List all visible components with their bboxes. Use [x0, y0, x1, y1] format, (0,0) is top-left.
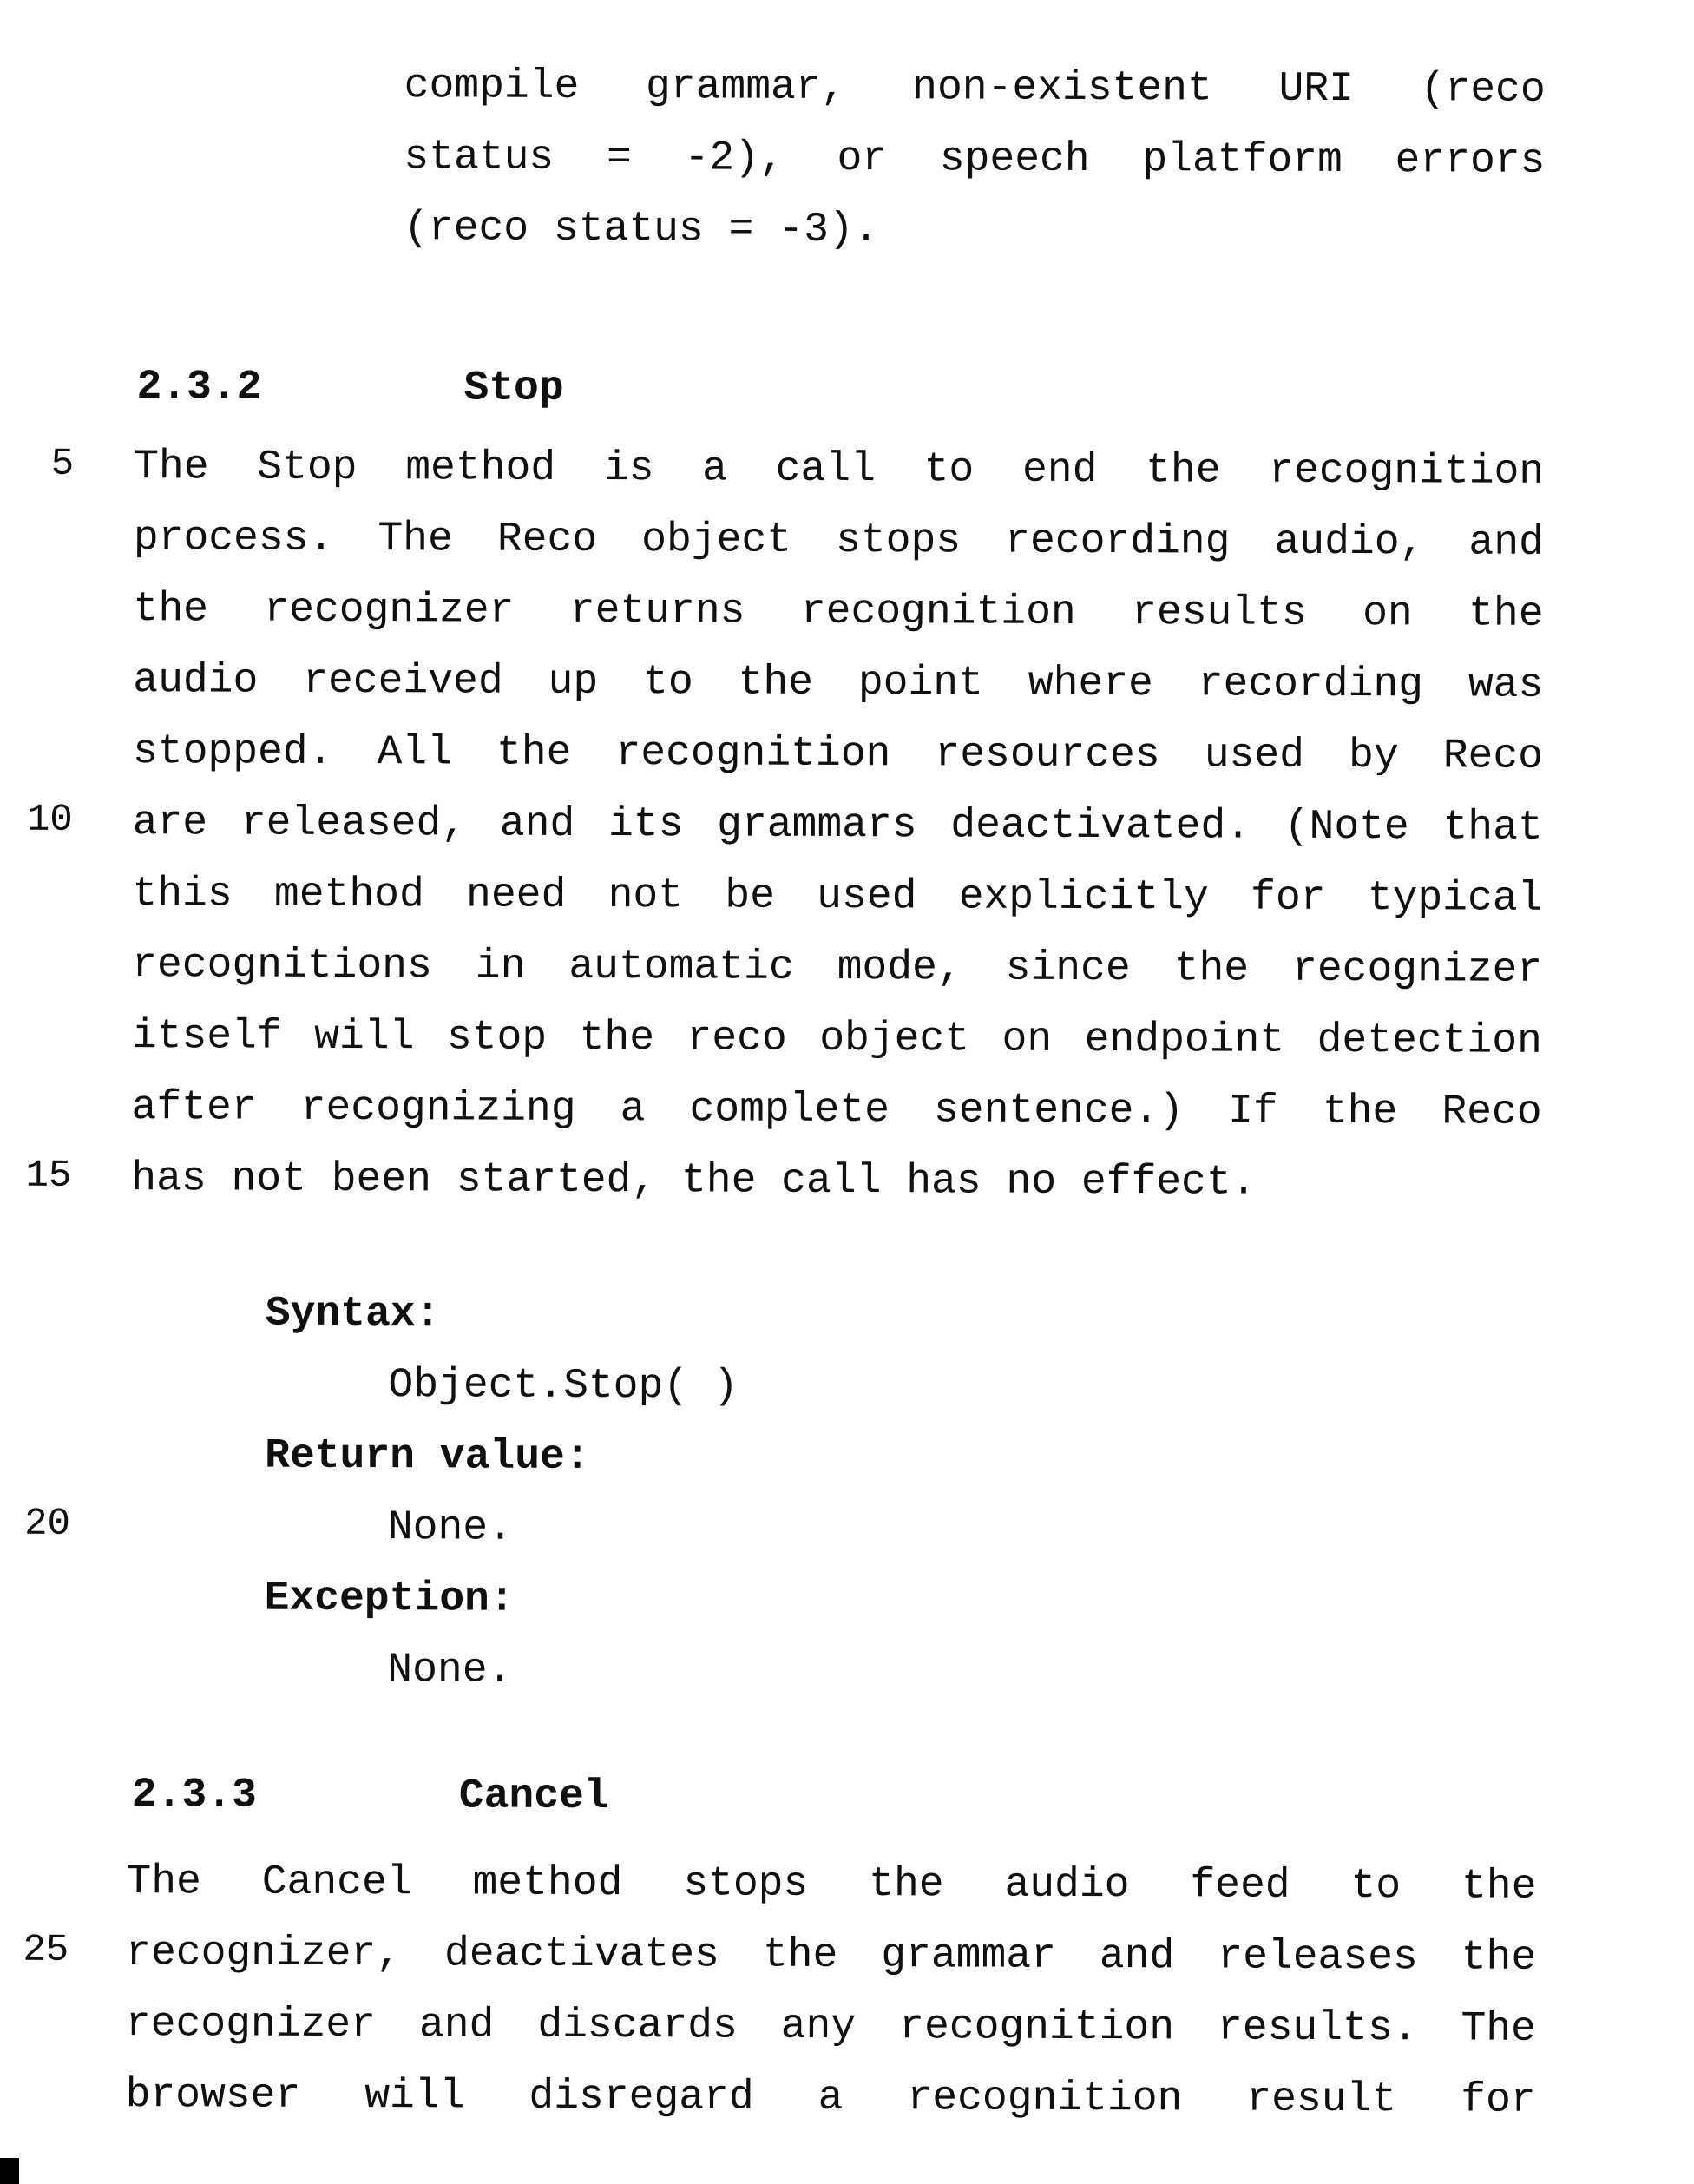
margin-line-number-15: 15: [25, 1154, 72, 1198]
section-number: 2.3.3: [131, 1772, 257, 1819]
paragraph-line: the recognizer returns recognition results on the: [133, 586, 1544, 638]
exception-value: None.: [387, 1647, 513, 1694]
scan-artifact-mark: [0, 2158, 19, 2184]
return-label: Return value:: [265, 1432, 590, 1481]
paragraph-line: audio received up to the point where recording was: [133, 657, 1544, 709]
syntax-value: Object.Stop( ): [388, 1362, 739, 1411]
paragraph-line: after recognizing a complete sentence.) If the Reco: [131, 1084, 1542, 1136]
paragraph-line: The Stop method is a call to end the recognition: [134, 444, 1545, 496]
paragraph-line: are released, and its grammars deactivated. (Note that: [132, 799, 1543, 852]
paragraph-line: this method need not be used explicitly for typical: [132, 871, 1543, 923]
paragraph-line: recognitions in automatic mode, since the recognizer: [132, 942, 1543, 994]
paragraph-line: recognizer, deactivates the grammar and releases the: [126, 1930, 1537, 1982]
paragraph-line: has not been started, the call has no effect.: [131, 1155, 1257, 1207]
margin-line-number-20: 20: [24, 1502, 71, 1546]
syntax-block: [264, 1279, 1307, 1709]
section-title: Cancel: [458, 1773, 609, 1821]
paragraph-line: status = -2), or speech platform errors: [404, 134, 1546, 185]
paragraph-line: The Cancel method stops the audio feed to the: [126, 1858, 1537, 1911]
margin-line-number-10: 10: [26, 798, 73, 842]
exception-label: Exception:: [264, 1575, 515, 1623]
paragraph-line: stopped. All the recognition resources used by Reco: [132, 728, 1544, 780]
section-number: 2.3.2: [136, 364, 262, 411]
return-value: None.: [387, 1504, 514, 1552]
section-title: Stop: [463, 365, 564, 412]
margin-line-number-5: 5: [50, 442, 75, 486]
paragraph-line: browser will disregard a recognition result for: [125, 2072, 1536, 2124]
intro-paragraph: [404, 50, 1546, 268]
paragraph-line: itself will stop the reco object on endpoint detection: [131, 1013, 1542, 1065]
stop-paragraph: [131, 431, 1544, 1220]
paragraph-line: recognizer and discards any recognition results. The: [125, 2001, 1536, 2053]
section-heading-233: [132, 1760, 609, 1832]
syntax-label: Syntax:: [265, 1290, 441, 1339]
paragraph-line: compile grammar, non-existent URI (reco: [404, 62, 1546, 114]
section-heading-232: [136, 352, 564, 424]
paragraph-line: (reco status = -3).: [404, 205, 879, 254]
cancel-paragraph: [125, 1846, 1536, 2136]
margin-line-number-25: 25: [23, 1928, 69, 1972]
paragraph-line: process. The Reco object stops recording audio, and: [133, 515, 1544, 567]
